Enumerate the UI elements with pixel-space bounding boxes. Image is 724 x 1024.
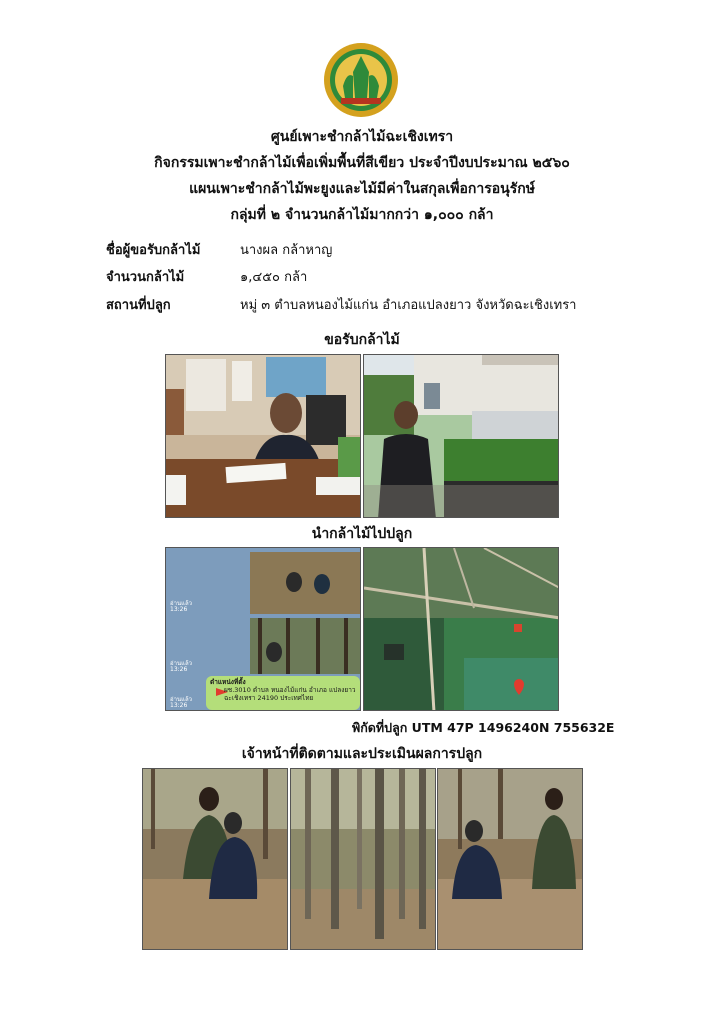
read-receipt-2: อ่านแล้ว [170, 660, 192, 667]
field-monitoring-photo [437, 768, 583, 950]
monitoring-section-title: เจ้าหน้าที่ติดตามและประเมินผลการปลูก [241, 746, 483, 762]
satellite-map [363, 547, 559, 711]
quantity-label: จำนวนกล้าไม้ [106, 270, 185, 285]
teak-forest-photo [290, 768, 436, 950]
chat-screenshot [165, 547, 361, 711]
location-value: หมู่ ๓ ตำบลหนองไม้แก่น อำเภอแปลงยาว จังหวัดฉะเชิงเทรา [240, 298, 577, 313]
quantity-value: ๑,๔๕๐ กล้า [240, 270, 308, 285]
plan-title: แผนเพาะชำกล้าไม้พะยูงและไม้มีค่าในสกุลเพื่อการอนุรักษ์ [189, 181, 535, 197]
planting-coordinates: พิกัดที่ปลูก UTM 47P 1496240N 755632E [352, 720, 615, 735]
officer-with-recipient-photo [142, 768, 288, 950]
activity-title: กิจกรรมเพาะชำกล้าไม้เพื่อเพิ่มพื้นที่สีเขียว ประจำปีงบประมาณ ๒๕๖๐ [154, 155, 570, 171]
request-section-title: ขอรับกล้าไม้ [324, 332, 400, 348]
timestamp-1: 13:26 [170, 606, 188, 613]
location-message-address: ผช.3010 ตำบล หนองไม้แก่น อำเภอ แปลงยาว ฉะเชิงเทรา 24190 ประเทศไทย [224, 686, 356, 702]
royal-forest-department-logo [323, 42, 399, 118]
location-message-title: ตำแหน่งที่ตั้ง [210, 678, 246, 686]
org-title: ศูนย์เพาะชำกล้าไม้ฉะเชิงเทรา [270, 129, 454, 145]
location-label: สถานที่ปลูก [106, 298, 171, 313]
recipient-value: นางผล กล้าหาญ [240, 243, 333, 258]
office-photo [165, 354, 361, 518]
location-message[interactable] [210, 678, 356, 702]
read-receipt-3: อ่านแล้ว [170, 696, 192, 703]
read-receipt-1: อ่านแล้ว [170, 600, 192, 607]
recipient-label: ชื่อผู้ขอรับกล้าไม้ [106, 243, 201, 258]
timestamp-2: 13:26 [170, 666, 188, 673]
planting-section-title: นำกล้าไม้ไปปลูก [311, 526, 413, 542]
receiving-seedlings-photo [363, 354, 559, 518]
timestamp-3: 13:26 [170, 702, 188, 709]
group-title: กลุ่มที่ ๒ จำนวนกล้าไม้มากกว่า ๑,๐๐๐ กล้า [230, 207, 494, 223]
